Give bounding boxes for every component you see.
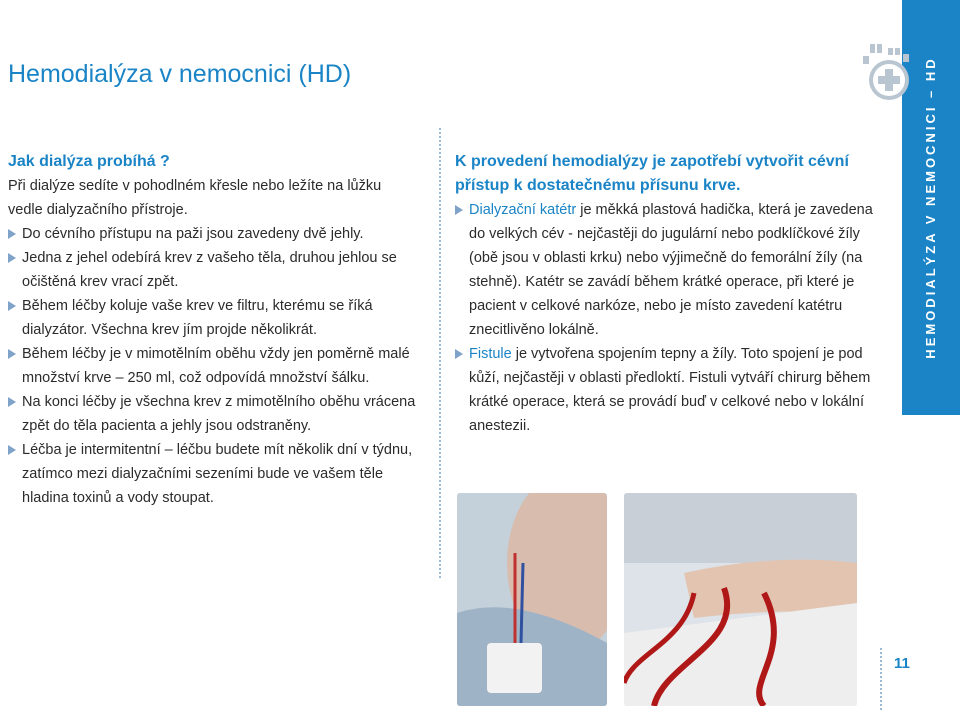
intro-paragraph: Při dialýze sedíte v pohodlném křesle nebo ležíte na lůžku vedle dialyzačního přístroje. — [8, 178, 382, 218]
page-number: 11 — [894, 655, 910, 672]
triangle-bullet-icon — [8, 397, 16, 407]
list-item — [8, 438, 418, 510]
left-heading: Jak dialýza probíhá ? — [8, 153, 170, 170]
list-item-text: je vytvořena spojením tepny a žíly. Toto spojení je pod kůží, nejčastěji v oblasti předloktí. Fistuli vytváří chirurg během krátké operace, která se provádí buď v celkové nebo v lokální anestezii. — [469, 346, 871, 434]
list-item-text: Na konci léčby je všechna krev z mimotělního oběhu vrácena zpět do těla pacienta a jehly jsou odstraněny. — [22, 394, 416, 434]
list-item-text: Do cévního přístupu na paži jsou zavedeny dvě jehly. — [22, 226, 364, 242]
medical-cross-logo-icon — [858, 40, 918, 102]
triangle-bullet-icon — [455, 205, 463, 215]
right-heading: K provedení hemodialýzy je zapotřebí vytvořit cévní přístup k dostatečnému přísunu krve. — [455, 153, 849, 194]
list-item-text: Během léčby koluje vaše krev ve filtru, kterému se říká dialyzátor. Všechna krev jím projde několikrát. — [22, 298, 373, 338]
list-item — [455, 198, 875, 342]
list-item-text: je měkká plastová hadička, která je zavedena do velkých cév - nejčastěji do jugulární nebo podklíčkové žíly (obě jsou v oblasti krku) nebo výjimečně do femorální žíly (na stehně). Katétr se zavádí během krátké operace, při které je pacient v celkové narkóze, nebo je místo zavedení katétru znecitlivěno lokálně. — [469, 202, 873, 338]
list-item — [8, 246, 418, 294]
page-number-divider — [880, 648, 882, 710]
list-item — [8, 294, 418, 342]
photo-arm-fistula-dialysis — [624, 493, 857, 706]
list-item — [8, 222, 418, 246]
triangle-bullet-icon — [8, 229, 16, 239]
left-column — [8, 150, 418, 510]
list-item — [455, 342, 875, 438]
list-item-text: Léčba je intermitentní – léčbu budete mít několik dní v týdnu, zatímco mezi dialyzačními sezeními bude ve vašem těle hladina toxinů a vody stoupat. — [22, 442, 413, 506]
list-item — [8, 342, 418, 390]
triangle-bullet-icon — [455, 349, 463, 359]
right-column — [455, 150, 875, 438]
triangle-bullet-icon — [8, 253, 16, 263]
triangle-bullet-icon — [8, 349, 16, 359]
list-item-text: Jedna z jehel odebírá krev z vašeho těla, druhou jehlou se očištěná krev vrací zpět. — [22, 250, 397, 290]
page-title: Hemodialýza v nemocnici (HD) — [8, 60, 352, 88]
term-dialysis-catheter: Dialyzační katétr — [469, 202, 577, 218]
triangle-bullet-icon — [8, 445, 16, 455]
term-fistula: Fistule — [469, 346, 512, 362]
left-bullet-list — [8, 222, 418, 510]
triangle-bullet-icon — [8, 301, 16, 311]
side-label: HEMODIALÝZA V NEMOCNICI – HD — [923, 56, 938, 359]
photo-neck-catheter — [457, 493, 607, 706]
right-bullet-list — [455, 198, 875, 438]
column-divider — [439, 128, 441, 578]
list-item-text: Během léčby je v mimotělním oběhu vždy jen poměrně malé množství krve – 250 ml, což odpovídá množství šálku. — [22, 346, 410, 386]
list-item — [8, 390, 418, 438]
